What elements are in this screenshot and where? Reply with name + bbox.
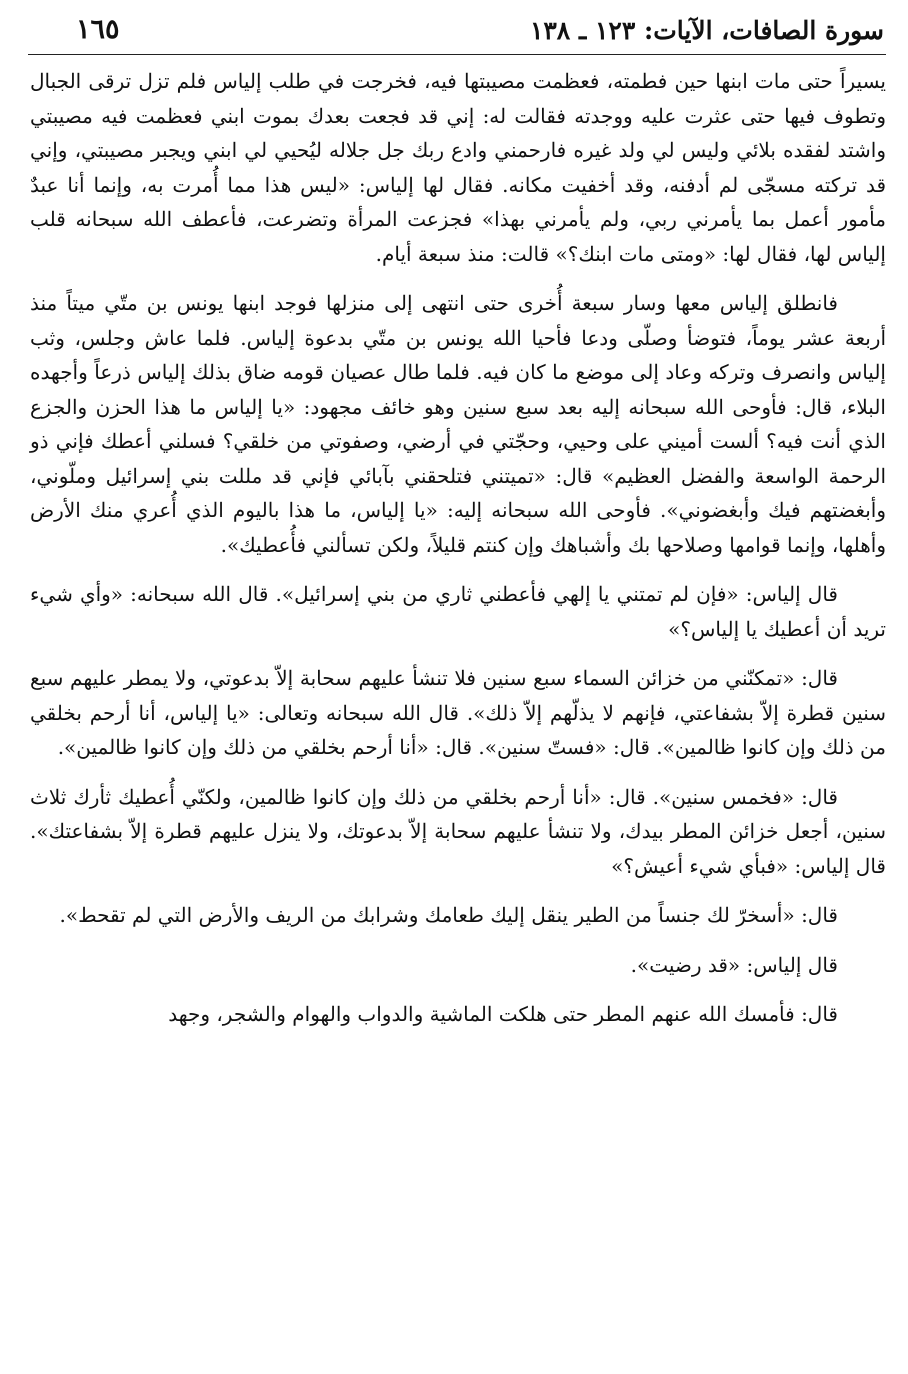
page-number: ١٦٥ [76,14,120,45]
paragraph: فانطلق إلياس معها وسار سبعة أُخرى حتى انتهى إلى منزلها فوجد ابنها يونس بن متّي ميتاً منذ أربعة عشر يوماً، فتوضأ وصلّى ودعا فأحيا الله يونس بن متّي بدعوة إلياس. فلما عاش وجلس، وثب إلياس وانصرف وتركه وعاد إلى موضع ما كان فيه. فلما طال عصيان قومه ضاق بذلك إلياس ذرعاً وأجهده البلاء، قال: فأوحى الله سبحانه إليه بعد سبع سنين وهو خائف مجهود: «يا إلياس ما هذا الحزن والجزع الذي أنت فيه؟ ألست أميني على وحيي، وحجّتي في أرضي، وصفوتي من خلقي؟ فسلني أعطك فإني ذو الرحمة الواسعة والفضل العظيم» قال: «تميتني فتلحقني بآبائي فإني قد مللت بني إسرائيل وملّوني، وأبغضتهم فيك وأبغضوني». فأوحى الله سبحانه إليه: «يا إلياس، ما هذا باليوم الذي أُعري منك الأرض وأهلها، وإنما قوامها وصلاحها بك وأشباهك وإن كنتم قليلاً، ولكن تسألني فأُعطيك». [30,291,886,557]
body-text [30,64,886,1047]
page-header [28,10,886,55]
paragraph: قال إلياس: «قد رضيت». [630,952,838,977]
paragraph: قال: فأمسك الله عنهم المطر حتى هلكت الماشية والدواب والهوام والشجر، وجهد [168,1002,838,1026]
paragraph: يسيراً حتى مات ابنها حين فطمته، فعظمت مصيبتها فيه، فخرجت في طلب إلياس فلم تزل ترقى الجبال وتطوف فيها حتى عثرت عليه ووجدته فقالت له: إني قد فجعت بعدك بموت ابني فعظمت فيه مصيبتي واشتد لفقده بلائي وليس لي ولد غيره فارحمني وادع ربك جل جلاله ليُحيي لي ابني ويجبر مصيبتي، وإني قد تركته مسجّى لم أدفنه، وقد أخفيت مكانه. فقال لها إلياس: «ليس هذا مما أُمرت به، وإنما أنا عبدٌ مأمور أعمل بما يأمرني ربي، ولم يأمرني بهذا» فجزعت المرأة وتضرعت، فأعطف الله سبحانه قلب إلياس لها، فقال لها: «ومتى مات ابنك؟» قالت: منذ سبعة أيام. [30,69,886,266]
paragraph: قال: «تمكنّني من خزائن السماء سبع سنين فلا تنشأ عليهم سحابة إلاّ بدعوتي، ولا يمطر عليهم سبع سنين قطرة إلاّ بشفاعتي، فإنهم لا يذلّهم إلاّ ذلك». قال الله سبحانه وتعالى: «يا إلياس، أنا أرحم بخلقي من ذلك وإن كانوا ظالمين». قال: «فستّ سنين». قال: «أنا أرحم بخلقي من ذلك وإن كانوا ظالمين». [30,666,886,759]
paragraph: قال إلياس: «فإن لم تمتني يا إلهي فأعطني ثاري من بني إسرائيل». قال الله سبحانه: «وأي شيء تريد أن أعطيك يا إلياس؟» [30,582,886,641]
paragraph: قال: «فخمس سنين». قال: «أنا أرحم بخلقي من ذلك وإن كانوا ظالمين، ولكنّي أُعطيك ثأرك ثلاث سنين، أجعل خزائن المطر بيدك، ولا تنشأ عليهم سحابة إلاّ بدعوتك، ولا ينزل عليهم قطرة إلاّ بشفاعتك». قال إلياس: «فبأي شيء أعيش؟» [30,784,886,878]
paragraph: قال: «أسخرّ لك جنساً من الطير ينقل إليك طعامك وشرابك من الريف والأرض التي لم تقحط». [59,903,838,927]
running-title: سورة الصافات، الآيات: ١٢٣ ـ ١٣٨ [529,16,884,45]
